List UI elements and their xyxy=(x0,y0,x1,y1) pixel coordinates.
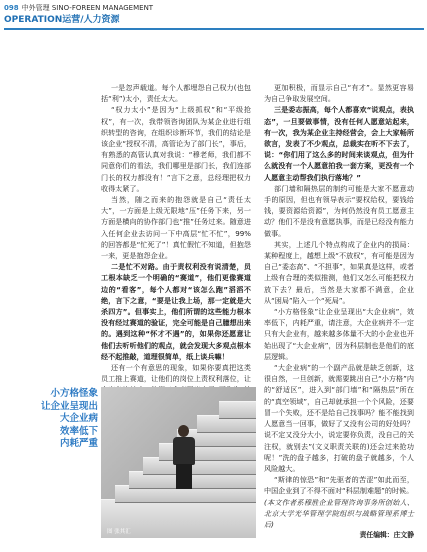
body-paragraph: “斯律的惊恐”和“先驱者的苦涩”如此而至，中国企业到了不得不面对“科层制难题”的时候。 xyxy=(264,475,414,496)
body-paragraph: 当然，随之而来的抱怨就是自己“责任太大”，一方面是上级无限地“压”任务下来，另一方面是横向的协作部门也“推”任务过来。随意进入任何企业去访问一下中高层“忙不忙”，99%的回答都是“忙死了”！真忙假忙不知道，但抱怨一来，更是抱怨企业。 xyxy=(101,195,251,261)
body-paragraph: 部门墙和隔热层的制约可能是大家不愿意动手的原因，但也有领导表示“要权给权，要钱给钱，要资源给资源”，为何仍然没有员工愿意主动？他们不是没有意愿执事，而是已经没有能力做事。 xyxy=(264,183,414,238)
header-rule xyxy=(4,28,424,30)
editor-credit: 责任编辑：庄文静 xyxy=(359,531,414,540)
stair-step xyxy=(219,401,256,418)
subhead-paragraph: 三是委志振高，每个人都喜欢“说观点，表执态”，一旦要做事情，没有任何人愿意站起来，有一次，我为某企业主持经营会，会上大家畅所欲言，发表了不少观点，总裁实在听不下去了，说：“你们用了这么多的时间来谈观点，但为什么就没有一个人愿意拍我一套方案，更没有一个人愿意主动帮我们执行落地？” xyxy=(264,105,414,182)
pull-quote-line: 效率低下 xyxy=(59,425,98,437)
body-paragraph: 还有一个有意思的现象，如果你要真把这类员工推上赛道，让他们的岗位上责权利落位，让 xyxy=(101,363,251,384)
page-number: 098 xyxy=(4,4,19,12)
article-column-2 xyxy=(264,82,414,541)
businessman-figure xyxy=(167,425,201,489)
section-label: OPERATION运营/人力资源 xyxy=(4,15,120,25)
pull-quote-line: 小方格怪象 xyxy=(50,388,98,399)
body-paragraph: 一是忽声载道。每个人都埋怨自己权力(也包括“利”)太小，责任太大。 xyxy=(101,83,251,104)
body-paragraph: “小方格怪象”让企业呈现出“大企业病”，效率低下，内耗严重，请注意，大企业病并不一定只有大企业有，越来越多体量不大的小企业也开始出现了“大企业病”，因为科层制也是他们的底层逻辑。 xyxy=(264,307,414,361)
pull-quote xyxy=(8,388,98,451)
body-paragraph: 其实，上述几个特点构成了企业内的损局：某种程度上，越想上级“不放权”，有可能是因为自己“委态高”、“不担事”，如果真是这样，或者上级有合理的类似推测，他们又怎么可能把权力放下去？最后，当然是大家都不满意，企业从“困局”陷入一个“死局”。 xyxy=(264,239,414,305)
subhead-paragraph: 二是忙不对路。由于责权利没有说清楚，员工根本缺乏一个明确的“赛道”，他们更像赛道边的“看客”，每个人都对“该怎么跑”滔滔不绝，言下之意，“要是让我上场，那一定就是大杀四方”。但事实上，他们所谓的这些能力根本没有经过赛道的验证，完全可能是自己臆想出来的。遇到这种“怀才不遇”的，如果你还愿意让他们去听听他们的观点，就会发现大多观点根本经不起推敲，道理很简单，纸上谈兵嘛！ xyxy=(101,262,251,361)
staircase-photo xyxy=(101,387,256,538)
photo-credit: 图 张其汇 xyxy=(107,529,131,535)
pull-quote-line: 让企业呈现出 xyxy=(40,400,98,412)
pull-quote-line: 大企业病 xyxy=(59,413,98,424)
body-paragraph: “大企业病”的一个副产品就是缺乏创新，这很自然，一旦创新，就需要跳出自己“小方格”内的“舒适区”，进入到“部门墙”和“隔热层”所在的“真空领域”，自己却就承担一个个风险，还要冒一个失败，还不是给自己找事吗？能不能找到人愿意当一回事，做好了又没有公司的好处吗？说不定又没分大小，说定要你负责，没自己的关注权，就别去”(文义职责关联的)还会过来抢功呢！”洗的盘子越多，打破的盘子就越多，个人风险越大。 xyxy=(264,363,414,473)
body-paragraph: “权力太小”是因为“上级抓权”和“平级抢权”，有一次，我带领咨询团队为某企业进行组织转型的咨询，在组织诊断环节，我们的结论是该企业“授权不清，高管论为了部门长”，事后，有熟悉的高管认真对我说：“穆老师，我们都不同意你们的看法，我们哪里是部门长，我们连部门长的权力都没有！”言下之意，总经理把权力收得太紧了。 xyxy=(101,105,251,193)
pull-quote-line: 内耗严重 xyxy=(59,438,98,449)
body-paragraph: 更加积极，而显示自己“有才”。显然更容易为自己争取发展空间。 xyxy=(264,83,414,104)
magazine-title: 中外管理 SINO-FOREEN MANAGEMENT xyxy=(21,4,154,12)
page-header xyxy=(4,2,424,14)
author-note: (本文作者系穆胜企业管理咨询事务所创始人、北京大学光华管理学院组织与战略管理系博士后) xyxy=(264,497,414,529)
